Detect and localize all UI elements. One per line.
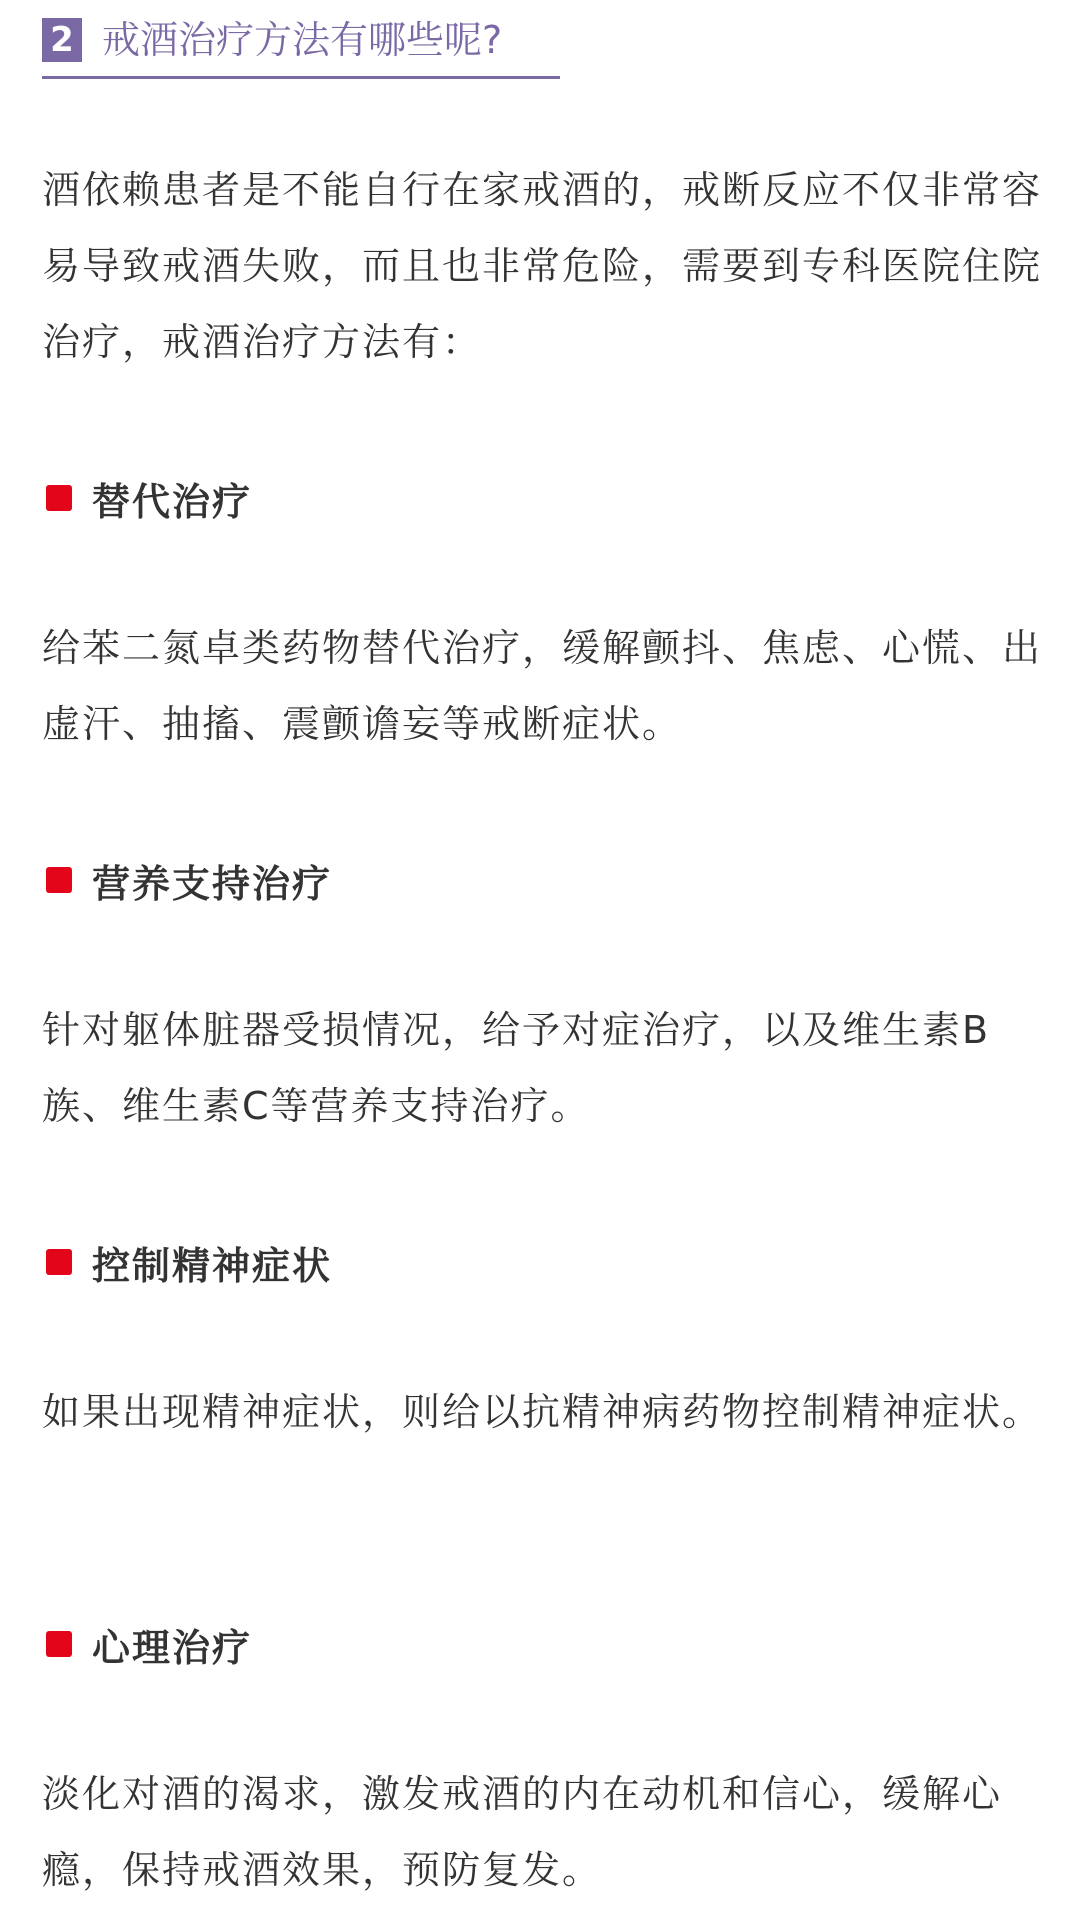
method-heading-nutrition xyxy=(46,855,332,905)
method-body-substitution: 给苯二氮卓类药物替代治疗，缓解颤抖、焦虑、心慌、出虚汗、抽搐、震颤谵妄等戒断症状。 xyxy=(42,626,1043,746)
method-heading-text: 替代治疗 xyxy=(92,479,253,524)
method-body-psychiatric: 如果出现精神症状，则给以抗精神病药物控制精神症状。 xyxy=(42,1390,1043,1434)
method-body-nutrition: 针对躯体脏器受损情况，给予对症治疗，以及维生素B族、维生素C等营养支持治疗。 xyxy=(42,1008,991,1128)
section-header xyxy=(42,14,560,79)
method-heading-text: 营养支持治疗 xyxy=(92,861,333,906)
section-title: 戒酒治疗方法有哪些呢? xyxy=(102,18,503,62)
red-square-bullet-icon xyxy=(46,1249,72,1275)
red-square-bullet-icon xyxy=(46,485,72,511)
intro-paragraph: 酒依赖患者是不能自行在家戒酒的，戒断反应不仅非常容易导致戒酒失败，而且也非常危险，需要到专科医院住院治疗，戒酒治疗方法有： xyxy=(42,168,1043,364)
red-square-bullet-icon xyxy=(46,867,72,893)
method-heading-psychotherapy xyxy=(46,1619,252,1669)
section-number-badge: 2 xyxy=(42,18,82,62)
method-heading-text: 控制精神症状 xyxy=(92,1243,333,1288)
method-heading-psychiatric xyxy=(46,1237,332,1287)
method-body-psychotherapy: 淡化对酒的渴求，激发戒酒的内在动机和信心，缓解心瘾，保持戒酒效果，预防复发。 xyxy=(42,1772,1003,1892)
method-heading-text: 心理治疗 xyxy=(92,1625,253,1670)
method-heading-substitution xyxy=(46,473,252,523)
red-square-bullet-icon xyxy=(46,1631,72,1657)
